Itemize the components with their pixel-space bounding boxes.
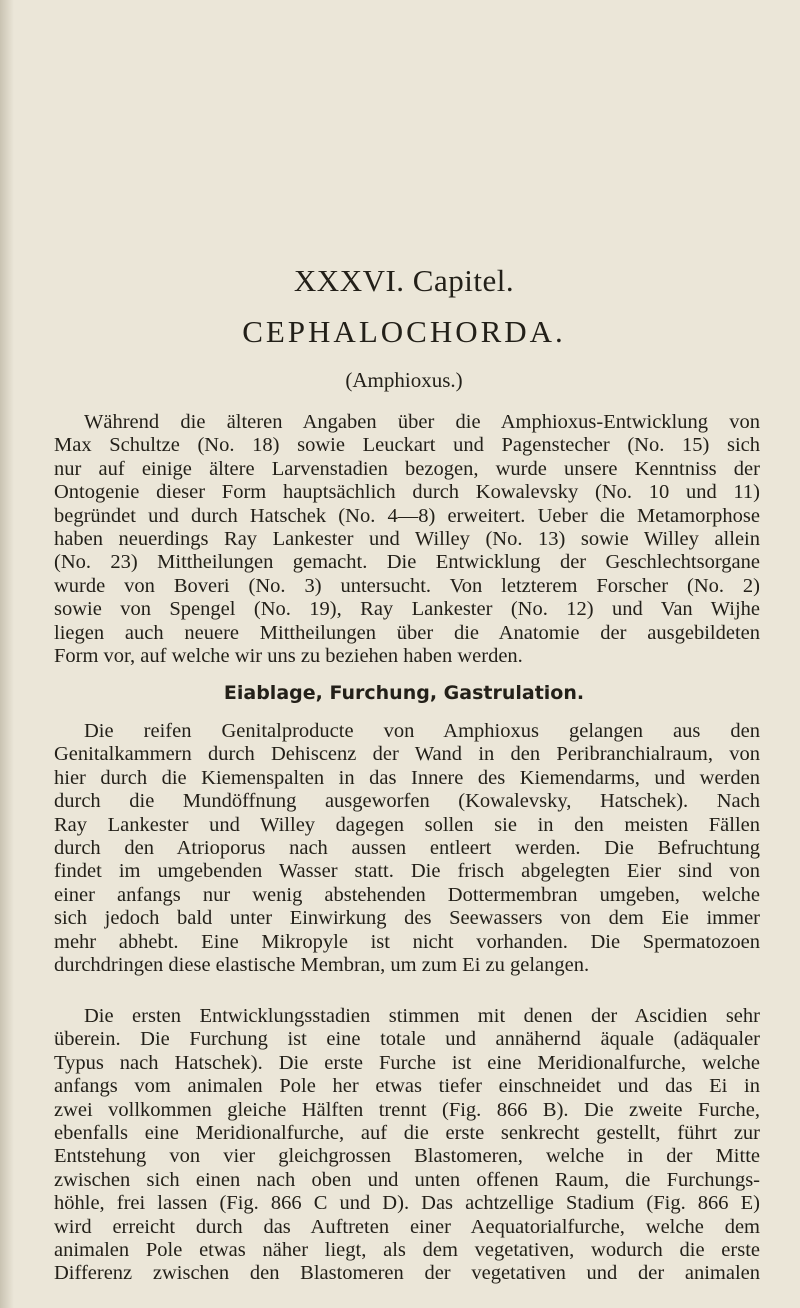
text-line: zwischen sich einen nach oben und unten offenen Raum, die Furchungs- [54, 1168, 760, 1191]
text-line: Differenz zwischen den Blastomeren der vegetativen und der animalen [54, 1262, 760, 1285]
section-heading: Eiablage, Furchung, Gastrulation. [223, 682, 585, 704]
intro-paragraph [54, 411, 760, 668]
text-line: findet im umgebenden Wasser statt. Die frisch abgelegten Eier sind von [54, 860, 760, 883]
text-line: mehr abhebt. Eine Mikropyle ist nicht vorhanden. Die Spermatozoen [54, 930, 760, 953]
text-line: Ontogenie dieser Form hauptsächlich durch Kowalevsky (No. 10 und 11) [54, 481, 760, 504]
text-line: animalen Pole etwas näher liegt, als dem vegetativen, wodurch die erste [54, 1239, 760, 1262]
page-edge-shadow [0, 0, 14, 1308]
chapter-subtitle: (Amphioxus.) [345, 368, 463, 392]
text-line: (No. 23) Mittheilungen gemacht. Die Entwicklung der Geschlechtsorgane [54, 551, 760, 574]
body-paragraph-eiablage [54, 720, 760, 977]
text-line: überein. Die Furchung ist eine totale und annähernd äquale (adäqualer [54, 1028, 760, 1051]
text-line: Ray Lankester und Willey dagegen sollen sie in den meisten Fällen [54, 813, 760, 836]
text-line: Form vor, auf welche wir uns zu beziehen haben werden. [54, 645, 523, 668]
book-page [44, 0, 764, 1308]
text-line: Genitalkammern durch Dehiscenz der Wand in den Peribranchialraum, von [54, 743, 760, 766]
chapter-title: CEPHALOCHORDA. [242, 314, 566, 349]
text-line: sowie von Spengel (No. 19), Ray Lankester (No. 12) und Van Wijhe [54, 598, 760, 621]
text-line: höhle, frei lassen (Fig. 866 C und D). Das achtzellige Stadium (Fig. 866 E) [54, 1192, 760, 1215]
text-line: Typus nach Hatschek). Die erste Furche ist eine Meridionalfurche, welche [54, 1051, 760, 1074]
text-line: hier durch die Kiemenspalten in das Innere des Kiemendarms, und werden [54, 766, 760, 789]
text-line: ebenfalls eine Meridionalfurche, auf die erste senkrecht gestellt, führt zur [54, 1122, 760, 1145]
text-line: liegen auch neuere Mittheilungen über die Anatomie der ausgebildeten [54, 621, 760, 644]
text-line: begründet und durch Hatschek (No. 4—8) erweitert. Ueber die Metamorphose [54, 504, 760, 527]
text-line: Max Schultze (No. 18) sowie Leuckart und Pagenstecher (No. 15) sich [54, 434, 760, 457]
text-line: Die ersten Entwicklungsstadien stimmen mit denen der Ascidien sehr [84, 1005, 760, 1027]
text-line: wird erreicht durch das Auftreten einer Aequatorialfurche, welche dem [54, 1215, 760, 1238]
text-line: anfangs vom animalen Pole her etwas tiefer einschneidet und das Ei in [54, 1075, 760, 1098]
text-line: Die reifen Genitalproducte von Amphioxus gelangen aus den [84, 720, 760, 742]
text-line: haben neuerdings Ray Lankester und Willey (No. 13) sowie Willey allein [54, 528, 760, 551]
text-line: sich jedoch bald unter Einwirkung des Seewassers von dem Eie immer [54, 907, 760, 930]
text-line: durch den Atrioporus nach aussen entleert werden. Die Befruchtung [54, 837, 760, 860]
text-line: zwei vollkommen gleiche Hälften trennt (Fig. 866 B). Die zweite Furche, [54, 1098, 760, 1121]
text-line: einer anfangs nur wenig abstehenden Dottermembran umgeben, welche [54, 883, 760, 906]
text-line: Entstehung von vier gleichgrossen Blastomeren, welche in der Mitte [54, 1145, 760, 1168]
text-line: Während die älteren Angaben über die Amphioxus-Entwicklung von [84, 411, 760, 433]
text-line: durchdringen diese elastische Membran, um zum Ei zu gelangen. [54, 954, 590, 977]
chapter-number: XXXVI. Capitel. [293, 263, 515, 298]
text-line: durch die Mundöffnung ausgeworfen (Kowalevsky, Hatschek). Nach [54, 790, 760, 813]
text-line: nur auf einige ältere Larvenstadien bezogen, wurde unsere Kenntniss der [54, 457, 760, 480]
body-paragraph-furchung [54, 1005, 760, 1286]
text-line: wurde von Boveri (No. 3) untersucht. Von letzterem Forscher (No. 2) [54, 574, 760, 597]
